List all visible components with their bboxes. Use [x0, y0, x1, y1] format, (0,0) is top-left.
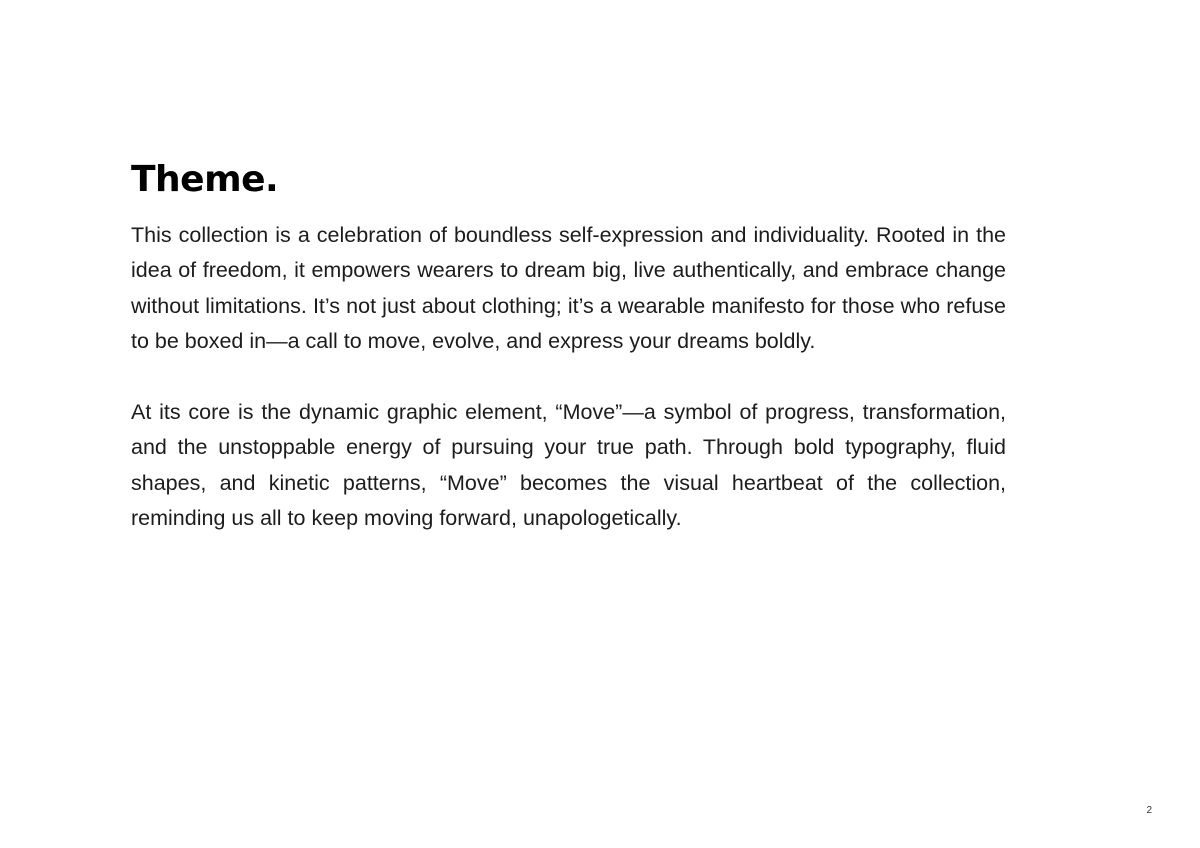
page-title: Theme. — [131, 159, 279, 200]
slide-content — [131, 160, 1006, 537]
body-paragraph-1: This collection is a celebration of boundless self-expression and individuality. Rooted in the idea of freedom, it empowers wearers to dream big, live authentically, and embrace change without limitations. It’s not just about clothing; it’s a wearable manifesto for those who refuse to be boxed in—a call to move, evolve, and express your dreams boldly. — [131, 222, 1006, 354]
body-paragraph-2: At its core is the dynamic graphic element, “Move”—a symbol of progress, transformation, and the unstoppable energy of pursuing your true path. Through bold typography, fluid shapes, and kinetic patterns, “Move” becomes the visual heartbeat of the collection, reminding us all to keep moving forward, unapologetically. — [131, 399, 1006, 531]
page-number: 2 — [1146, 805, 1152, 816]
